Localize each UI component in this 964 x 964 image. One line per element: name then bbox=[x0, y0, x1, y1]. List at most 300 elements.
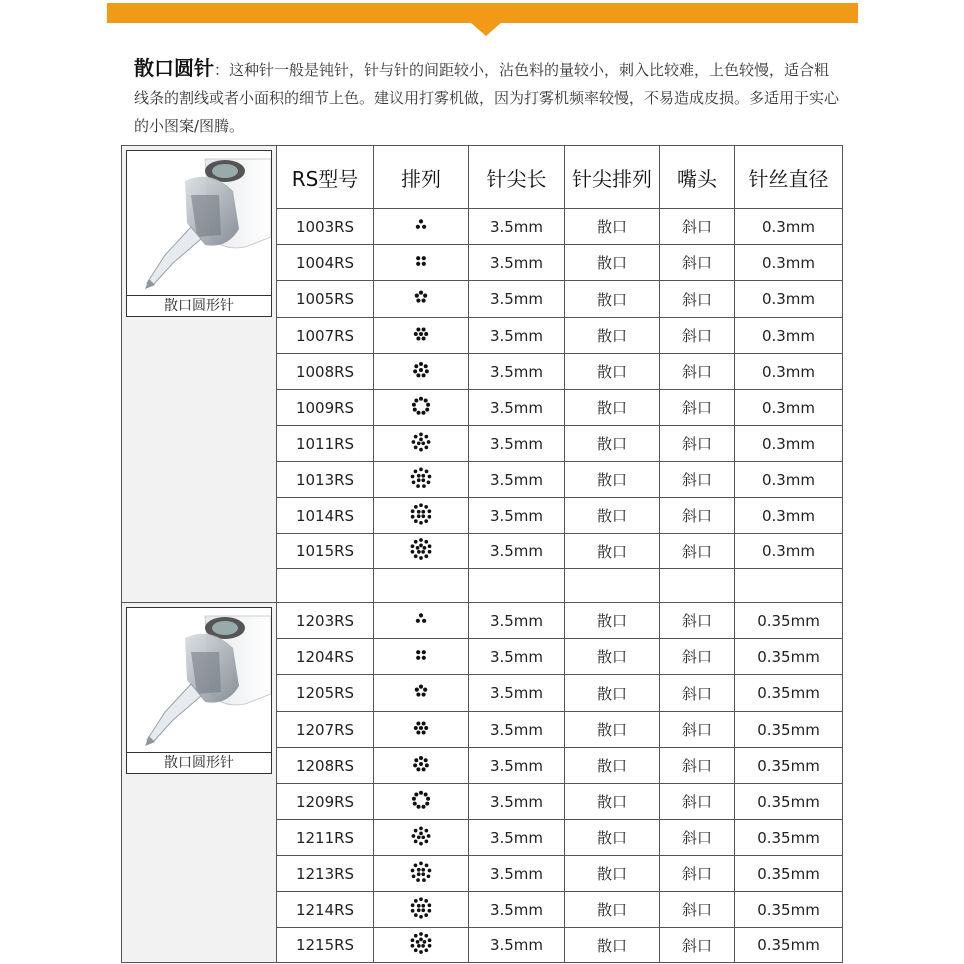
diameter-cell: 0.3mm bbox=[735, 534, 843, 569]
empty-cell bbox=[277, 569, 374, 603]
table-row bbox=[122, 603, 843, 639]
needle-dot bbox=[413, 369, 417, 373]
needle-dot bbox=[414, 540, 418, 544]
tip-length-cell: 3.5mm bbox=[469, 462, 565, 498]
needle-dot bbox=[417, 514, 421, 518]
nozzle-cell: 斜口 bbox=[660, 245, 735, 281]
needle-dot bbox=[424, 519, 428, 523]
needle-dot bbox=[421, 804, 425, 808]
needle-dot bbox=[419, 520, 423, 524]
needle-dot bbox=[422, 484, 426, 488]
nozzle-cell: 斜口 bbox=[660, 603, 735, 639]
nozzle-cell: 斜口 bbox=[660, 639, 735, 675]
needle-dot bbox=[424, 899, 428, 903]
arrangement-cell bbox=[374, 318, 469, 354]
tip-length-cell: 3.5mm bbox=[469, 639, 565, 675]
needle-dot bbox=[419, 332, 423, 336]
nozzle-cell: 斜口 bbox=[660, 784, 735, 820]
tip-length-cell: 3.5mm bbox=[469, 318, 565, 354]
needle-dot bbox=[419, 219, 423, 223]
tip-length-cell: 3.5mm bbox=[469, 892, 565, 928]
needle-dot bbox=[419, 897, 423, 901]
needle-dot bbox=[413, 407, 417, 411]
needle-arrangement-icon bbox=[407, 894, 435, 926]
needle-dot bbox=[415, 688, 419, 692]
dot-cluster bbox=[407, 858, 435, 886]
tip-arrangement-cell: 散口 bbox=[565, 892, 660, 928]
dot-cluster bbox=[407, 641, 435, 669]
empty-cell bbox=[469, 569, 565, 603]
needle-dot bbox=[423, 940, 427, 944]
needle-cartridge-illustration bbox=[127, 608, 271, 752]
diameter-cell: 0.3mm bbox=[735, 245, 843, 281]
tip-length-cell: 3.5mm bbox=[469, 245, 565, 281]
needle-dot bbox=[419, 950, 423, 954]
nozzle-cell: 斜口 bbox=[660, 892, 735, 928]
needle-dot bbox=[422, 224, 426, 228]
dot-cluster bbox=[407, 677, 435, 705]
needle-dot bbox=[422, 650, 426, 654]
needle-dot bbox=[422, 373, 426, 377]
dot-cluster bbox=[407, 750, 435, 778]
diameter-cell: 0.35mm bbox=[735, 639, 843, 675]
diameter-cell: 0.35mm bbox=[735, 603, 843, 639]
nozzle-cell: 斜口 bbox=[660, 426, 735, 462]
needle-dot bbox=[412, 874, 416, 878]
diameter-cell: 0.35mm bbox=[735, 748, 843, 784]
needle-dot bbox=[419, 613, 423, 617]
model-cell: 1005RS bbox=[277, 281, 374, 318]
needle-dot bbox=[411, 903, 415, 907]
needle-dot bbox=[419, 291, 423, 295]
needle-dot bbox=[419, 756, 423, 760]
model-cell: 1003RS bbox=[277, 209, 374, 245]
needle-dot bbox=[415, 294, 419, 298]
intro-title: 散口圆针 bbox=[134, 56, 214, 80]
tip-arrangement-cell: 散口 bbox=[565, 820, 660, 856]
needle-dot bbox=[412, 440, 416, 444]
tip-arrangement-cell: 散口 bbox=[565, 281, 660, 318]
needle-dot bbox=[424, 398, 428, 402]
needle-dot bbox=[416, 721, 420, 725]
needle-dot bbox=[419, 938, 423, 942]
needle-dot bbox=[416, 327, 420, 331]
needle-dot bbox=[416, 261, 420, 265]
needle-dot bbox=[422, 256, 426, 260]
tip-arrangement-cell: 散口 bbox=[565, 534, 660, 569]
needle-dot bbox=[421, 867, 425, 871]
arrangement-cell bbox=[374, 462, 469, 498]
nozzle-cell: 斜口 bbox=[660, 281, 735, 318]
needle-dot bbox=[414, 828, 418, 832]
needle-arrangement-icon bbox=[407, 428, 435, 460]
needle-dot bbox=[416, 650, 420, 654]
needle-dot bbox=[414, 364, 418, 368]
needle-dot bbox=[425, 445, 429, 449]
needle-dot bbox=[425, 828, 429, 832]
needle-dot bbox=[416, 224, 420, 228]
needle-spec-table bbox=[121, 145, 843, 963]
needle-dot bbox=[424, 792, 428, 796]
needle-dot bbox=[428, 903, 432, 907]
tip-length-cell: 3.5mm bbox=[469, 498, 565, 534]
needle-arrangement-icon bbox=[407, 858, 435, 890]
tip-arrangement-cell: 散口 bbox=[565, 675, 660, 712]
needle-dot bbox=[419, 685, 423, 689]
needle-dot bbox=[417, 550, 421, 554]
needle-arrangement-icon bbox=[407, 786, 435, 818]
tip-length-cell: 3.5mm bbox=[469, 209, 565, 245]
model-cell: 1015RS bbox=[277, 534, 374, 569]
needle-arrangement-icon bbox=[407, 320, 435, 352]
dot-cluster bbox=[407, 392, 435, 420]
nozzle-cell: 斜口 bbox=[660, 209, 735, 245]
needle-dot bbox=[419, 762, 423, 766]
nozzle-cell: 斜口 bbox=[660, 856, 735, 892]
needle-dot bbox=[422, 878, 426, 882]
arrangement-cell bbox=[374, 498, 469, 534]
needle-dot bbox=[428, 550, 432, 554]
diameter-cell: 0.3mm bbox=[735, 354, 843, 390]
dot-cluster bbox=[407, 929, 435, 957]
arrangement-cell bbox=[374, 245, 469, 281]
tip-arrangement-cell: 散口 bbox=[565, 928, 660, 963]
tip-length-cell: 3.5mm bbox=[469, 856, 565, 892]
needle-cartridge-illustration bbox=[127, 151, 271, 295]
needle-dot bbox=[419, 861, 423, 865]
needle-dot bbox=[419, 368, 423, 372]
dot-cluster bbox=[407, 786, 435, 814]
model-cell: 1208RS bbox=[277, 748, 374, 784]
needle-arrangement-icon bbox=[407, 464, 435, 496]
tip-length-cell: 3.5mm bbox=[469, 534, 565, 569]
tip-arrangement-cell: 散口 bbox=[565, 712, 660, 748]
needle-dot bbox=[414, 434, 418, 438]
diameter-cell: 0.3mm bbox=[735, 498, 843, 534]
product-photo bbox=[126, 607, 272, 774]
diameter-cell: 0.3mm bbox=[735, 281, 843, 318]
nozzle-cell: 斜口 bbox=[660, 712, 735, 748]
needle-arrangement-icon bbox=[407, 929, 435, 961]
needle-dot bbox=[424, 726, 428, 730]
model-cell: 1204RS bbox=[277, 639, 374, 675]
model-cell: 1008RS bbox=[277, 354, 374, 390]
diameter-cell: 0.35mm bbox=[735, 892, 843, 928]
tip-arrangement-cell: 散口 bbox=[565, 318, 660, 354]
needle-dot bbox=[427, 440, 431, 444]
needle-dot bbox=[422, 730, 426, 734]
needle-dot bbox=[417, 410, 421, 414]
needle-dot bbox=[422, 655, 426, 659]
diameter-cell: 0.35mm bbox=[735, 675, 843, 712]
model-cell: 1009RS bbox=[277, 390, 374, 426]
diameter-cell: 0.35mm bbox=[735, 712, 843, 748]
nozzle-cell: 斜口 bbox=[660, 354, 735, 390]
column-header: RS型号 bbox=[277, 146, 374, 209]
needle-dot bbox=[416, 336, 420, 340]
needle-dot bbox=[419, 432, 423, 436]
needle-dot bbox=[425, 407, 429, 411]
needle-dot bbox=[416, 256, 420, 260]
tip-arrangement-cell: 散口 bbox=[565, 209, 660, 245]
diameter-cell: 0.35mm bbox=[735, 856, 843, 892]
needle-dot bbox=[422, 767, 426, 771]
needle-dot bbox=[411, 938, 415, 942]
tip-arrangement-cell: 散口 bbox=[565, 426, 660, 462]
needle-dot bbox=[414, 505, 418, 509]
nozzle-cell: 斜口 bbox=[660, 534, 735, 569]
dot-cluster bbox=[407, 714, 435, 742]
needle-dot bbox=[416, 767, 420, 771]
needle-dot bbox=[414, 899, 418, 903]
needle-arrangement-icon bbox=[407, 500, 435, 532]
needle-dot bbox=[416, 373, 420, 377]
needle-dot bbox=[414, 726, 418, 730]
needle-arrangement-icon bbox=[407, 714, 435, 746]
arrangement-cell bbox=[374, 675, 469, 712]
needle-dot bbox=[419, 538, 423, 542]
needle-dot bbox=[419, 841, 423, 845]
needle-dot bbox=[421, 473, 425, 477]
needle-dot bbox=[419, 467, 423, 471]
needle-dot bbox=[419, 362, 423, 366]
needle-dot bbox=[419, 396, 423, 400]
needle-dot bbox=[416, 298, 420, 302]
needle-dot bbox=[411, 908, 415, 912]
header-row bbox=[122, 146, 843, 209]
needle-dot bbox=[419, 826, 423, 830]
tip-arrangement-cell: 散口 bbox=[565, 462, 660, 498]
needle-arrangement-icon bbox=[407, 247, 435, 279]
diameter-cell: 0.35mm bbox=[735, 784, 843, 820]
tip-length-cell: 3.5mm bbox=[469, 281, 565, 318]
needle-dot bbox=[421, 410, 425, 414]
product-image-cell bbox=[122, 603, 277, 963]
needle-dot bbox=[417, 908, 421, 912]
top-banner bbox=[107, 3, 858, 23]
needle-dot bbox=[427, 480, 431, 484]
needle-dot bbox=[412, 796, 416, 800]
needle-dot bbox=[416, 655, 420, 659]
needle-arrangement-icon bbox=[407, 641, 435, 673]
needle-dot bbox=[424, 948, 428, 952]
needle-dot bbox=[411, 550, 415, 554]
dot-cluster bbox=[407, 535, 435, 563]
banner-arrow bbox=[470, 22, 502, 36]
arrangement-cell bbox=[374, 892, 469, 928]
needle-dot bbox=[417, 872, 421, 876]
needle-dot bbox=[421, 441, 425, 445]
model-cell: 1014RS bbox=[277, 498, 374, 534]
needle-dot bbox=[417, 509, 421, 513]
needle-dot bbox=[428, 474, 432, 478]
needle-dot bbox=[414, 445, 418, 449]
needle-dot bbox=[421, 944, 425, 948]
needle-dot bbox=[423, 688, 427, 692]
tip-length-cell: 3.5mm bbox=[469, 784, 565, 820]
arrangement-cell bbox=[374, 603, 469, 639]
dot-cluster bbox=[407, 247, 435, 275]
tip-length-cell: 3.5mm bbox=[469, 390, 565, 426]
needle-dot bbox=[414, 469, 418, 473]
needle-dot bbox=[411, 544, 415, 548]
needle-dot bbox=[426, 796, 430, 800]
needle-dot bbox=[424, 913, 428, 917]
product-caption: 散口圆形针 bbox=[127, 295, 271, 316]
dot-cluster bbox=[407, 894, 435, 922]
model-cell: 1013RS bbox=[277, 462, 374, 498]
needle-dot bbox=[419, 726, 423, 730]
needle-dot bbox=[417, 804, 421, 808]
needle-dot bbox=[417, 441, 421, 445]
tip-arrangement-cell: 散口 bbox=[565, 639, 660, 675]
needle-dot bbox=[424, 505, 428, 509]
needle-dot bbox=[416, 878, 420, 882]
nozzle-cell: 斜口 bbox=[660, 390, 735, 426]
needle-dot bbox=[417, 478, 421, 482]
needle-dot bbox=[417, 835, 421, 839]
needle-dot bbox=[428, 944, 432, 948]
needle-dot bbox=[411, 868, 415, 872]
needle-arrangement-icon bbox=[407, 283, 435, 315]
nozzle-cell: 斜口 bbox=[660, 498, 735, 534]
needle-dot bbox=[428, 908, 432, 912]
needle-dot bbox=[425, 763, 429, 767]
needle-arrangement-icon bbox=[407, 211, 435, 243]
needle-dot bbox=[414, 792, 418, 796]
arrangement-cell bbox=[374, 281, 469, 318]
needle-dot bbox=[414, 948, 418, 952]
dot-cluster bbox=[407, 464, 435, 492]
needle-dot bbox=[425, 839, 429, 843]
needle-dot bbox=[414, 758, 418, 762]
needle-dot bbox=[412, 480, 416, 484]
needle-dot bbox=[412, 402, 416, 406]
model-cell: 1011RS bbox=[277, 426, 374, 462]
needle-dot bbox=[425, 434, 429, 438]
product-caption: 散口圆形针 bbox=[127, 752, 271, 773]
needle-dot bbox=[413, 763, 417, 767]
arrangement-cell bbox=[374, 534, 469, 569]
nozzle-cell: 斜口 bbox=[660, 462, 735, 498]
needle-dot bbox=[411, 509, 415, 513]
nozzle-cell: 斜口 bbox=[660, 820, 735, 856]
needle-dot bbox=[419, 932, 423, 936]
needle-dot bbox=[414, 934, 418, 938]
intro-paragraph bbox=[134, 54, 839, 140]
model-cell: 1215RS bbox=[277, 928, 374, 963]
needle-dot bbox=[411, 944, 415, 948]
needle-dot bbox=[417, 944, 421, 948]
arrangement-cell bbox=[374, 354, 469, 390]
needle-dot bbox=[414, 863, 418, 867]
needle-dot bbox=[411, 514, 415, 518]
tip-length-cell: 3.5mm bbox=[469, 748, 565, 784]
column-header: 针丝直径 bbox=[735, 146, 843, 209]
needle-dot bbox=[421, 298, 425, 302]
needle-dot bbox=[414, 554, 418, 558]
needle-dot bbox=[427, 874, 431, 878]
needle-dot bbox=[421, 478, 425, 482]
model-cell: 1007RS bbox=[277, 318, 374, 354]
needle-dot bbox=[419, 447, 423, 451]
needle-dot bbox=[414, 839, 418, 843]
needle-dot bbox=[428, 509, 432, 513]
arrangement-cell bbox=[374, 426, 469, 462]
empty-cell bbox=[565, 569, 660, 603]
empty-cell bbox=[660, 569, 735, 603]
needle-dot bbox=[411, 474, 415, 478]
needle-dot bbox=[422, 327, 426, 331]
diameter-cell: 0.35mm bbox=[735, 928, 843, 963]
needle-arrangement-icon bbox=[407, 392, 435, 424]
needle-dot bbox=[425, 369, 429, 373]
diameter-cell: 0.3mm bbox=[735, 390, 843, 426]
model-cell: 1207RS bbox=[277, 712, 374, 748]
arrangement-cell bbox=[374, 390, 469, 426]
tip-arrangement-cell: 散口 bbox=[565, 498, 660, 534]
tip-arrangement-cell: 散口 bbox=[565, 748, 660, 784]
needle-arrangement-icon bbox=[407, 677, 435, 709]
arrangement-cell bbox=[374, 748, 469, 784]
nozzle-cell: 斜口 bbox=[660, 928, 735, 963]
model-cell: 1205RS bbox=[277, 675, 374, 712]
diameter-cell: 0.3mm bbox=[735, 209, 843, 245]
tip-length-cell: 3.5mm bbox=[469, 928, 565, 963]
model-cell: 1209RS bbox=[277, 784, 374, 820]
needle-dot bbox=[419, 437, 423, 441]
dot-cluster bbox=[407, 500, 435, 528]
needle-arrangement-icon bbox=[407, 356, 435, 388]
needle-dot bbox=[419, 503, 423, 507]
tip-arrangement-cell: 散口 bbox=[565, 354, 660, 390]
diameter-cell: 0.35mm bbox=[735, 820, 843, 856]
needle-dot bbox=[423, 546, 427, 550]
arrangement-cell bbox=[374, 712, 469, 748]
arrangement-cell bbox=[374, 784, 469, 820]
empty-cell bbox=[374, 569, 469, 603]
model-cell: 1203RS bbox=[277, 603, 374, 639]
nozzle-cell: 斜口 bbox=[660, 318, 735, 354]
model-cell: 1004RS bbox=[277, 245, 374, 281]
tip-length-cell: 3.5mm bbox=[469, 603, 565, 639]
tip-length-cell: 3.5mm bbox=[469, 675, 565, 712]
needle-dot bbox=[424, 934, 428, 938]
dot-cluster bbox=[407, 356, 435, 384]
dot-cluster bbox=[407, 822, 435, 850]
needle-arrangement-icon bbox=[407, 535, 435, 567]
tip-length-cell: 3.5mm bbox=[469, 712, 565, 748]
arrangement-cell bbox=[374, 856, 469, 892]
needle-dot bbox=[428, 938, 432, 942]
needle-dot bbox=[413, 801, 417, 805]
needle-dot bbox=[417, 903, 421, 907]
needle-dot bbox=[421, 872, 425, 876]
empty-cell bbox=[735, 569, 843, 603]
needle-dot bbox=[422, 261, 426, 265]
needle-dot bbox=[416, 730, 420, 734]
needle-dot bbox=[428, 868, 432, 872]
needle-dot bbox=[424, 554, 428, 558]
nozzle-cell: 斜口 bbox=[660, 748, 735, 784]
dot-cluster bbox=[407, 605, 435, 633]
needle-dot bbox=[419, 544, 423, 548]
tip-length-cell: 3.5mm bbox=[469, 820, 565, 856]
needle-dot bbox=[423, 294, 427, 298]
needle-dot bbox=[421, 550, 425, 554]
intro-text: ：这种针一般是钝针，针与针的间距较小，沾色料的量较小，刺入比较难，上色较慢，适合粗线条的割线或者小面积的细节上色。建议用打雾机做，因为打雾机频率较慢，不易造成皮损。多适用于实心的小图案/图腾。 bbox=[134, 61, 840, 135]
column-header: 针尖长 bbox=[469, 146, 565, 209]
